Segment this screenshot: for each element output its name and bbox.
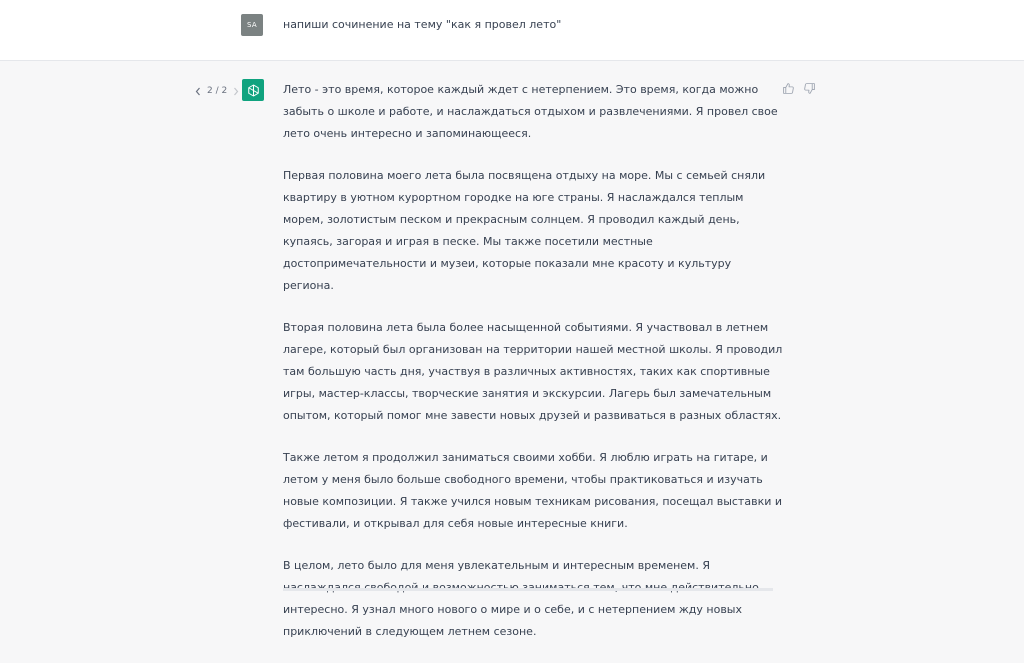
openai-logo-icon bbox=[246, 83, 261, 98]
answer-paragraph: Также летом я продолжил заниматься своими хобби. Я люблю играть на гитаре, и летом у меня было больше свободного времени, чтобы практиковаться и изучать новые композиции. Я также учился новым техникам рисования, посещал выставки и фестивали, и открывал для себя новые интересные книги. bbox=[283, 451, 783, 530]
assistant-answer bbox=[283, 79, 783, 663]
user-avatar-initials: SA bbox=[247, 21, 257, 29]
answer-paragraph: Лето - это время, которое каждый ждет с нетерпением. Это время, когда можно забыть о школе и работе, и наслаждаться отдыхом и развлечениями. Я провел свое лето очень интересно и запоминающееся. bbox=[283, 83, 778, 140]
user-avatar bbox=[241, 14, 263, 36]
feedback-buttons bbox=[781, 81, 816, 95]
pager-label: 2 / 2 bbox=[207, 86, 228, 96]
answer-paragraph: В целом, лето было для меня увлекательным и интересным временем. Я интересно. Я узнал много нового о мире и о себе, и с нетерпением жду новых приключений в следующем летнем сезоне. bbox=[283, 559, 742, 638]
thumbs-up-icon[interactable] bbox=[781, 81, 795, 95]
chevron-left-icon[interactable] bbox=[193, 87, 203, 96]
assistant-avatar bbox=[242, 79, 264, 101]
answer-paragraph: Первая половина моего лета была посвящена отдыху на море. Мы с семьей сняли квартиру в уютном курортном городке на юге страны. Я наслаждался теплым морем, золотистым песком и прекрасным солнцем. Я проводил каждый день, купаясь, загорая и играя в песке. Мы также посетили местные достопримечательности и музеи, которые показали мне красоту и культуру региона. bbox=[283, 169, 766, 292]
user-message-text: напиши сочинение на тему "как я провел лето" bbox=[283, 18, 562, 31]
chevron-right-icon[interactable] bbox=[231, 87, 241, 96]
thumbs-down-icon[interactable] bbox=[802, 81, 816, 95]
answer-paragraph: Вторая половина лета была более насыщенной событиями. Я участвовал в летнем лагере, который был организован на территории нашей местной школы. Я проводил там большую часть дня, участвуя в различных активностях, таких как спортивные игры, мастер-классы, творческие занятия и экскурсии. Лагерь был замечательным опытом, который помог мне завести новых друзей и развиваться в разных областях. bbox=[283, 321, 783, 422]
user-message-row bbox=[0, 0, 1024, 61]
response-pager bbox=[193, 84, 241, 98]
